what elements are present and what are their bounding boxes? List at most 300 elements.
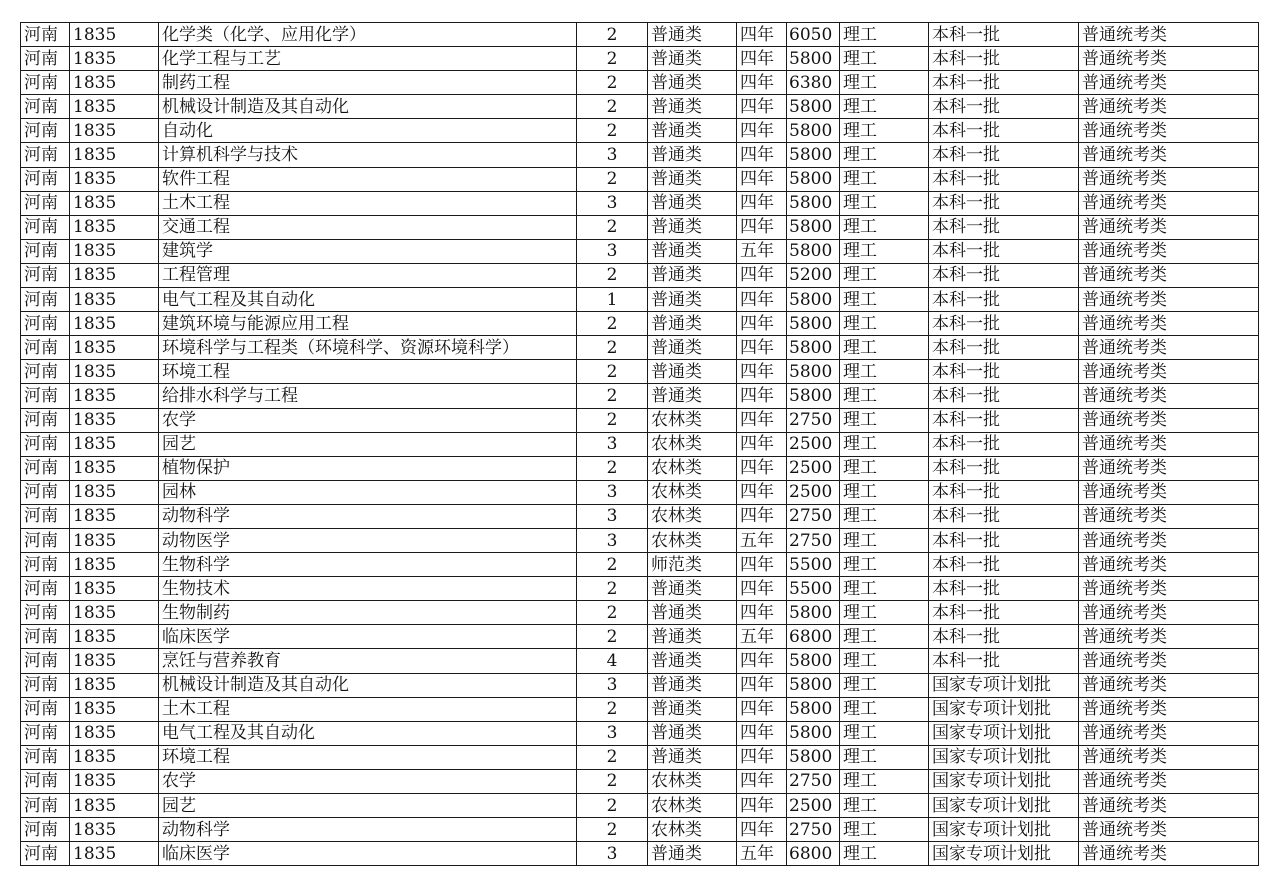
exam-type-cell: 普通统考类 (1079, 360, 1259, 384)
exam-type-cell: 普通统考类 (1079, 794, 1259, 818)
table-row (21, 95, 1259, 119)
table-row (21, 263, 1259, 287)
table-row (21, 47, 1259, 71)
tuition-cell: 5200 (787, 263, 840, 287)
duration-cell: 四年 (737, 480, 787, 504)
tuition-cell: 5800 (787, 143, 840, 167)
duration-cell: 四年 (737, 697, 787, 721)
tuition-cell: 5500 (787, 553, 840, 577)
code-cell: 1835 (70, 288, 159, 312)
category-cell: 普通类 (648, 384, 737, 408)
batch-cell: 本科一批 (929, 119, 1079, 143)
code-cell: 1835 (70, 480, 159, 504)
plan-count-cell: 2 (577, 577, 648, 601)
exam-type-cell: 普通统考类 (1079, 456, 1259, 480)
exam-type-cell: 普通统考类 (1079, 408, 1259, 432)
duration-cell: 四年 (737, 71, 787, 95)
batch-cell: 本科一批 (929, 71, 1079, 95)
plan-count-cell: 2 (577, 23, 648, 47)
plan-count-cell: 3 (577, 842, 648, 866)
province-cell: 河南 (21, 384, 70, 408)
province-cell: 河南 (21, 312, 70, 336)
code-cell: 1835 (70, 697, 159, 721)
major-cell: 机械设计制造及其自动化 (159, 673, 577, 697)
tuition-cell: 2750 (787, 408, 840, 432)
enrollment-table (20, 22, 1259, 866)
subject-cell: 理工 (840, 167, 929, 191)
subject-cell: 理工 (840, 263, 929, 287)
category-cell: 普通类 (648, 312, 737, 336)
code-cell: 1835 (70, 601, 159, 625)
category-cell: 普通类 (648, 239, 737, 263)
category-cell: 普通类 (648, 47, 737, 71)
subject-cell: 理工 (840, 818, 929, 842)
province-cell: 河南 (21, 818, 70, 842)
tuition-cell: 2750 (787, 528, 840, 552)
plan-count-cell: 3 (577, 143, 648, 167)
subject-cell: 理工 (840, 360, 929, 384)
category-cell: 农林类 (648, 504, 737, 528)
batch-cell: 本科一批 (929, 167, 1079, 191)
duration-cell: 五年 (737, 842, 787, 866)
subject-cell: 理工 (840, 288, 929, 312)
category-cell: 农林类 (648, 528, 737, 552)
duration-cell: 四年 (737, 649, 787, 673)
major-cell: 园艺 (159, 432, 577, 456)
duration-cell: 五年 (737, 239, 787, 263)
tuition-cell: 5800 (787, 119, 840, 143)
plan-count-cell: 2 (577, 408, 648, 432)
code-cell: 1835 (70, 239, 159, 263)
duration-cell: 四年 (737, 360, 787, 384)
exam-type-cell: 普通统考类 (1079, 95, 1259, 119)
plan-count-cell: 2 (577, 456, 648, 480)
tuition-cell: 5800 (787, 191, 840, 215)
tuition-cell: 5800 (787, 721, 840, 745)
tuition-cell: 2500 (787, 456, 840, 480)
table-row (21, 649, 1259, 673)
exam-type-cell: 普通统考类 (1079, 119, 1259, 143)
duration-cell: 四年 (737, 95, 787, 119)
plan-count-cell: 2 (577, 769, 648, 793)
plan-count-cell: 3 (577, 528, 648, 552)
batch-cell: 本科一批 (929, 625, 1079, 649)
batch-cell: 国家专项计划批 (929, 842, 1079, 866)
batch-cell: 本科一批 (929, 504, 1079, 528)
code-cell: 1835 (70, 143, 159, 167)
tuition-cell: 6800 (787, 842, 840, 866)
province-cell: 河南 (21, 23, 70, 47)
subject-cell: 理工 (840, 143, 929, 167)
code-cell: 1835 (70, 528, 159, 552)
duration-cell: 四年 (737, 432, 787, 456)
category-cell: 普通类 (648, 625, 737, 649)
duration-cell: 四年 (737, 794, 787, 818)
code-cell: 1835 (70, 649, 159, 673)
tuition-cell: 5800 (787, 95, 840, 119)
batch-cell: 本科一批 (929, 360, 1079, 384)
tuition-cell: 2500 (787, 794, 840, 818)
table-row (21, 119, 1259, 143)
exam-type-cell: 普通统考类 (1079, 625, 1259, 649)
batch-cell: 本科一批 (929, 649, 1079, 673)
code-cell: 1835 (70, 408, 159, 432)
batch-cell: 国家专项计划批 (929, 794, 1079, 818)
category-cell: 普通类 (648, 263, 737, 287)
duration-cell: 四年 (737, 119, 787, 143)
major-cell: 给排水科学与工程 (159, 384, 577, 408)
table-row (21, 769, 1259, 793)
major-cell: 园艺 (159, 794, 577, 818)
batch-cell: 本科一批 (929, 95, 1079, 119)
table-body (21, 23, 1259, 866)
duration-cell: 四年 (737, 47, 787, 71)
subject-cell: 理工 (840, 384, 929, 408)
tuition-cell: 5800 (787, 336, 840, 360)
tuition-cell: 5800 (787, 239, 840, 263)
province-cell: 河南 (21, 842, 70, 866)
plan-count-cell: 3 (577, 480, 648, 504)
batch-cell: 国家专项计划批 (929, 673, 1079, 697)
tuition-cell: 5800 (787, 312, 840, 336)
batch-cell: 国家专项计划批 (929, 769, 1079, 793)
exam-type-cell: 普通统考类 (1079, 842, 1259, 866)
tuition-cell: 5800 (787, 47, 840, 71)
subject-cell: 理工 (840, 408, 929, 432)
plan-count-cell: 2 (577, 601, 648, 625)
province-cell: 河南 (21, 553, 70, 577)
table-row (21, 167, 1259, 191)
batch-cell: 本科一批 (929, 312, 1079, 336)
plan-count-cell: 2 (577, 71, 648, 95)
table-row (21, 312, 1259, 336)
duration-cell: 四年 (737, 745, 787, 769)
plan-count-cell: 3 (577, 239, 648, 263)
category-cell: 普通类 (648, 673, 737, 697)
table-row (21, 143, 1259, 167)
tuition-cell: 5500 (787, 577, 840, 601)
duration-cell: 四年 (737, 167, 787, 191)
duration-cell: 五年 (737, 528, 787, 552)
code-cell: 1835 (70, 553, 159, 577)
category-cell: 农林类 (648, 432, 737, 456)
category-cell: 农林类 (648, 794, 737, 818)
major-cell: 环境工程 (159, 745, 577, 769)
code-cell: 1835 (70, 673, 159, 697)
category-cell: 普通类 (648, 649, 737, 673)
plan-count-cell: 2 (577, 794, 648, 818)
tuition-cell: 6380 (787, 71, 840, 95)
code-cell: 1835 (70, 577, 159, 601)
category-cell: 普通类 (648, 191, 737, 215)
province-cell: 河南 (21, 71, 70, 95)
exam-type-cell: 普通统考类 (1079, 818, 1259, 842)
exam-type-cell: 普通统考类 (1079, 336, 1259, 360)
province-cell: 河南 (21, 721, 70, 745)
code-cell: 1835 (70, 384, 159, 408)
table-row (21, 577, 1259, 601)
duration-cell: 四年 (737, 721, 787, 745)
major-cell: 临床医学 (159, 842, 577, 866)
major-cell: 动物科学 (159, 818, 577, 842)
exam-type-cell: 普通统考类 (1079, 47, 1259, 71)
exam-type-cell: 普通统考类 (1079, 167, 1259, 191)
plan-count-cell: 3 (577, 673, 648, 697)
code-cell: 1835 (70, 95, 159, 119)
plan-count-cell: 2 (577, 47, 648, 71)
table-row (21, 673, 1259, 697)
plan-count-cell: 2 (577, 818, 648, 842)
batch-cell: 本科一批 (929, 191, 1079, 215)
major-cell: 交通工程 (159, 215, 577, 239)
plan-count-cell: 2 (577, 360, 648, 384)
tuition-cell: 2750 (787, 504, 840, 528)
major-cell: 环境工程 (159, 360, 577, 384)
table-row (21, 336, 1259, 360)
code-cell: 1835 (70, 360, 159, 384)
subject-cell: 理工 (840, 432, 929, 456)
duration-cell: 四年 (737, 336, 787, 360)
exam-type-cell: 普通统考类 (1079, 480, 1259, 504)
major-cell: 建筑学 (159, 239, 577, 263)
exam-type-cell: 普通统考类 (1079, 288, 1259, 312)
major-cell: 自动化 (159, 119, 577, 143)
subject-cell: 理工 (840, 480, 929, 504)
category-cell: 普通类 (648, 143, 737, 167)
province-cell: 河南 (21, 215, 70, 239)
code-cell: 1835 (70, 119, 159, 143)
subject-cell: 理工 (840, 47, 929, 71)
plan-count-cell: 2 (577, 215, 648, 239)
exam-type-cell: 普通统考类 (1079, 191, 1259, 215)
batch-cell: 本科一批 (929, 553, 1079, 577)
subject-cell: 理工 (840, 336, 929, 360)
subject-cell: 理工 (840, 625, 929, 649)
duration-cell: 四年 (737, 312, 787, 336)
category-cell: 普通类 (648, 95, 737, 119)
batch-cell: 本科一批 (929, 336, 1079, 360)
batch-cell: 本科一批 (929, 239, 1079, 263)
subject-cell: 理工 (840, 119, 929, 143)
category-cell: 普通类 (648, 577, 737, 601)
exam-type-cell: 普通统考类 (1079, 504, 1259, 528)
table-row (21, 601, 1259, 625)
duration-cell: 四年 (737, 263, 787, 287)
tuition-cell: 5800 (787, 384, 840, 408)
table-row (21, 191, 1259, 215)
duration-cell: 四年 (737, 673, 787, 697)
exam-type-cell: 普通统考类 (1079, 215, 1259, 239)
duration-cell: 五年 (737, 625, 787, 649)
subject-cell: 理工 (840, 239, 929, 263)
subject-cell: 理工 (840, 215, 929, 239)
province-cell: 河南 (21, 577, 70, 601)
batch-cell: 本科一批 (929, 143, 1079, 167)
category-cell: 普通类 (648, 119, 737, 143)
major-cell: 植物保护 (159, 456, 577, 480)
category-cell: 普通类 (648, 360, 737, 384)
duration-cell: 四年 (737, 191, 787, 215)
duration-cell: 四年 (737, 577, 787, 601)
category-cell: 普通类 (648, 23, 737, 47)
province-cell: 河南 (21, 191, 70, 215)
exam-type-cell: 普通统考类 (1079, 312, 1259, 336)
code-cell: 1835 (70, 842, 159, 866)
tuition-cell: 2500 (787, 480, 840, 504)
plan-count-cell: 2 (577, 625, 648, 649)
batch-cell: 国家专项计划批 (929, 745, 1079, 769)
exam-type-cell: 普通统考类 (1079, 528, 1259, 552)
exam-type-cell: 普通统考类 (1079, 71, 1259, 95)
tuition-cell: 5800 (787, 745, 840, 769)
major-cell: 烹饪与营养教育 (159, 649, 577, 673)
code-cell: 1835 (70, 191, 159, 215)
table-row (21, 794, 1259, 818)
duration-cell: 四年 (737, 23, 787, 47)
exam-type-cell: 普通统考类 (1079, 649, 1259, 673)
plan-count-cell: 2 (577, 553, 648, 577)
tuition-cell: 2750 (787, 818, 840, 842)
major-cell: 土木工程 (159, 697, 577, 721)
batch-cell: 本科一批 (929, 480, 1079, 504)
duration-cell: 四年 (737, 384, 787, 408)
plan-count-cell: 2 (577, 745, 648, 769)
province-cell: 河南 (21, 625, 70, 649)
major-cell: 电气工程及其自动化 (159, 721, 577, 745)
subject-cell: 理工 (840, 191, 929, 215)
category-cell: 普通类 (648, 697, 737, 721)
province-cell: 河南 (21, 119, 70, 143)
batch-cell: 本科一批 (929, 601, 1079, 625)
major-cell: 临床医学 (159, 625, 577, 649)
code-cell: 1835 (70, 167, 159, 191)
subject-cell: 理工 (840, 745, 929, 769)
major-cell: 计算机科学与技术 (159, 143, 577, 167)
table-row (21, 528, 1259, 552)
tuition-cell: 5800 (787, 697, 840, 721)
category-cell: 普通类 (648, 215, 737, 239)
duration-cell: 四年 (737, 601, 787, 625)
exam-type-cell: 普通统考类 (1079, 432, 1259, 456)
tuition-cell: 5800 (787, 360, 840, 384)
category-cell: 普通类 (648, 601, 737, 625)
duration-cell: 四年 (737, 143, 787, 167)
code-cell: 1835 (70, 745, 159, 769)
major-cell: 软件工程 (159, 167, 577, 191)
code-cell: 1835 (70, 47, 159, 71)
major-cell: 环境科学与工程类（环境科学、资源环境科学） (159, 336, 577, 360)
batch-cell: 本科一批 (929, 47, 1079, 71)
table-row (21, 842, 1259, 866)
table-row (21, 697, 1259, 721)
batch-cell: 本科一批 (929, 23, 1079, 47)
duration-cell: 四年 (737, 553, 787, 577)
category-cell: 农林类 (648, 480, 737, 504)
tuition-cell: 2500 (787, 432, 840, 456)
batch-cell: 本科一批 (929, 215, 1079, 239)
province-cell: 河南 (21, 504, 70, 528)
category-cell: 普通类 (648, 71, 737, 95)
table-row (21, 480, 1259, 504)
province-cell: 河南 (21, 601, 70, 625)
table-row (21, 23, 1259, 47)
duration-cell: 四年 (737, 769, 787, 793)
province-cell: 河南 (21, 673, 70, 697)
subject-cell: 理工 (840, 842, 929, 866)
major-cell: 生物技术 (159, 577, 577, 601)
table-row (21, 818, 1259, 842)
batch-cell: 本科一批 (929, 577, 1079, 601)
table-row (21, 432, 1259, 456)
subject-cell: 理工 (840, 769, 929, 793)
province-cell: 河南 (21, 480, 70, 504)
category-cell: 农林类 (648, 769, 737, 793)
category-cell: 普通类 (648, 336, 737, 360)
tuition-cell: 5800 (787, 673, 840, 697)
tuition-cell: 2750 (787, 769, 840, 793)
exam-type-cell: 普通统考类 (1079, 553, 1259, 577)
plan-count-cell: 2 (577, 119, 648, 143)
table-row (21, 553, 1259, 577)
table-row (21, 288, 1259, 312)
plan-count-cell: 2 (577, 312, 648, 336)
exam-type-cell: 普通统考类 (1079, 577, 1259, 601)
category-cell: 农林类 (648, 408, 737, 432)
plan-count-cell: 2 (577, 336, 648, 360)
major-cell: 机械设计制造及其自动化 (159, 95, 577, 119)
tuition-cell: 6050 (787, 23, 840, 47)
exam-type-cell: 普通统考类 (1079, 143, 1259, 167)
tuition-cell: 5800 (787, 288, 840, 312)
plan-count-cell: 1 (577, 288, 648, 312)
plan-count-cell: 3 (577, 721, 648, 745)
table-row (21, 215, 1259, 239)
code-cell: 1835 (70, 504, 159, 528)
code-cell: 1835 (70, 456, 159, 480)
duration-cell: 四年 (737, 456, 787, 480)
major-cell: 农学 (159, 769, 577, 793)
exam-type-cell: 普通统考类 (1079, 673, 1259, 697)
batch-cell: 本科一批 (929, 456, 1079, 480)
major-cell: 化学工程与工艺 (159, 47, 577, 71)
code-cell: 1835 (70, 794, 159, 818)
subject-cell: 理工 (840, 794, 929, 818)
province-cell: 河南 (21, 794, 70, 818)
category-cell: 农林类 (648, 818, 737, 842)
major-cell: 园林 (159, 480, 577, 504)
province-cell: 河南 (21, 697, 70, 721)
province-cell: 河南 (21, 360, 70, 384)
batch-cell: 国家专项计划批 (929, 721, 1079, 745)
plan-count-cell: 2 (577, 384, 648, 408)
table-row (21, 408, 1259, 432)
duration-cell: 四年 (737, 408, 787, 432)
duration-cell: 四年 (737, 215, 787, 239)
province-cell: 河南 (21, 167, 70, 191)
category-cell: 普通类 (648, 842, 737, 866)
plan-count-cell: 3 (577, 191, 648, 215)
duration-cell: 四年 (737, 818, 787, 842)
category-cell: 普通类 (648, 288, 737, 312)
tuition-cell: 5800 (787, 601, 840, 625)
major-cell: 电气工程及其自动化 (159, 288, 577, 312)
exam-type-cell: 普通统考类 (1079, 263, 1259, 287)
code-cell: 1835 (70, 721, 159, 745)
major-cell: 动物科学 (159, 504, 577, 528)
major-cell: 建筑环境与能源应用工程 (159, 312, 577, 336)
exam-type-cell: 普通统考类 (1079, 769, 1259, 793)
province-cell: 河南 (21, 745, 70, 769)
